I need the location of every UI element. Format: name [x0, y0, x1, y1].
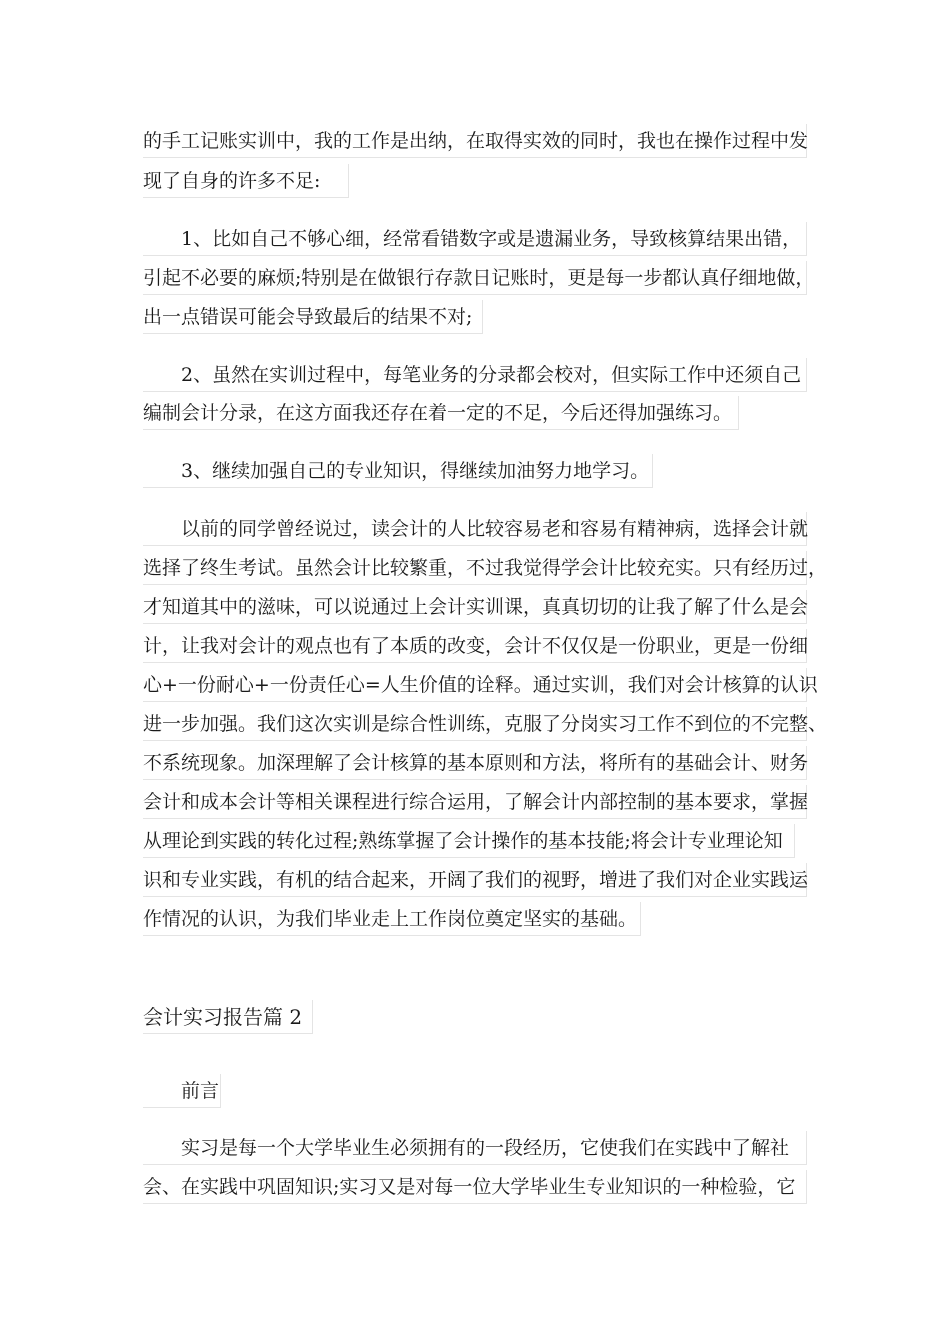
text-line: 选择了终生考试。虽然会计比较繁重，不过我觉得学会计比较充实。只有经历过，: [143, 551, 807, 585]
text-line: 出一点错误可能会导致最后的结果不对;: [143, 300, 483, 334]
text-line: 从理论到实践的转化过程;熟练掌握了会计操作的基本技能;将会计专业理论知: [143, 824, 795, 858]
text-line: 识和专业实践，有机的结合起来，开阔了我们的视野，增进了我们对企业实践运: [143, 863, 807, 897]
text-line: 心+一份耐心+一份责任心=人生价值的诠释。通过实训，我们对会计核算的认识: [143, 668, 807, 702]
list-item-1-line: 1、比如自己不够心细，经常看错数字或是遗漏业务，导致核算结果出错，: [143, 222, 807, 256]
text-line: 才知道其中的滋味，可以说通过上会计实训课，真真切切的让我了解了什么是会: [143, 590, 807, 624]
list-item-2-line: 2、虽然在实训过程中，每笔业务的分录都会校对，但实际工作中还须自己: [143, 358, 807, 392]
text-line: 进一步加强。我们这次实训是综合性训练，克服了分岗实习工作不到位的不完整、: [143, 707, 807, 741]
section-heading: 会计实习报告篇 2: [143, 1000, 313, 1034]
text-line: 会计和成本会计等相关课程进行综合运用，了解会计内部控制的基本要求，掌握: [143, 785, 807, 819]
text-line: 编制会计分录，在这方面我还存在着一定的不足，今后还得加强练习。: [143, 396, 739, 430]
text-line: 的手工记账实训中，我的工作是出纳，在取得实效的同时，我也在操作过程中发: [143, 124, 807, 158]
paragraph-line: 实习是每一个大学毕业生必须拥有的一段经历，它使我们在实践中了解社: [143, 1131, 807, 1165]
text-line: 计，让我对会计的观点也有了本质的改变，会计不仅仅是一份职业，更是一份细: [143, 629, 807, 663]
text-line: 引起不必要的麻烦;特别是在做银行存款日记账时，更是每一步都认真仔细地做，: [143, 261, 807, 295]
text-line: 不系统现象。加深理解了会计核算的基本原则和方法，将所有的基础会计、财务: [143, 746, 807, 780]
text-line: 作情况的认识，为我们毕业走上工作岗位奠定坚实的基础。: [143, 902, 641, 936]
list-item-3-line: 3、继续加强自己的专业知识，得继续加油努力地学习。: [143, 454, 653, 488]
paragraph-line: 以前的同学曾经说过，读会计的人比较容易老和容易有精神病，选择会计就: [143, 512, 807, 546]
subheading-preface: 前言: [143, 1074, 221, 1108]
text-line: 现了自身的许多不足:: [143, 164, 349, 198]
text-line: 会、在实践中巩固知识;实习又是对每一位大学毕业生专业知识的一种检验，它: [143, 1170, 807, 1204]
